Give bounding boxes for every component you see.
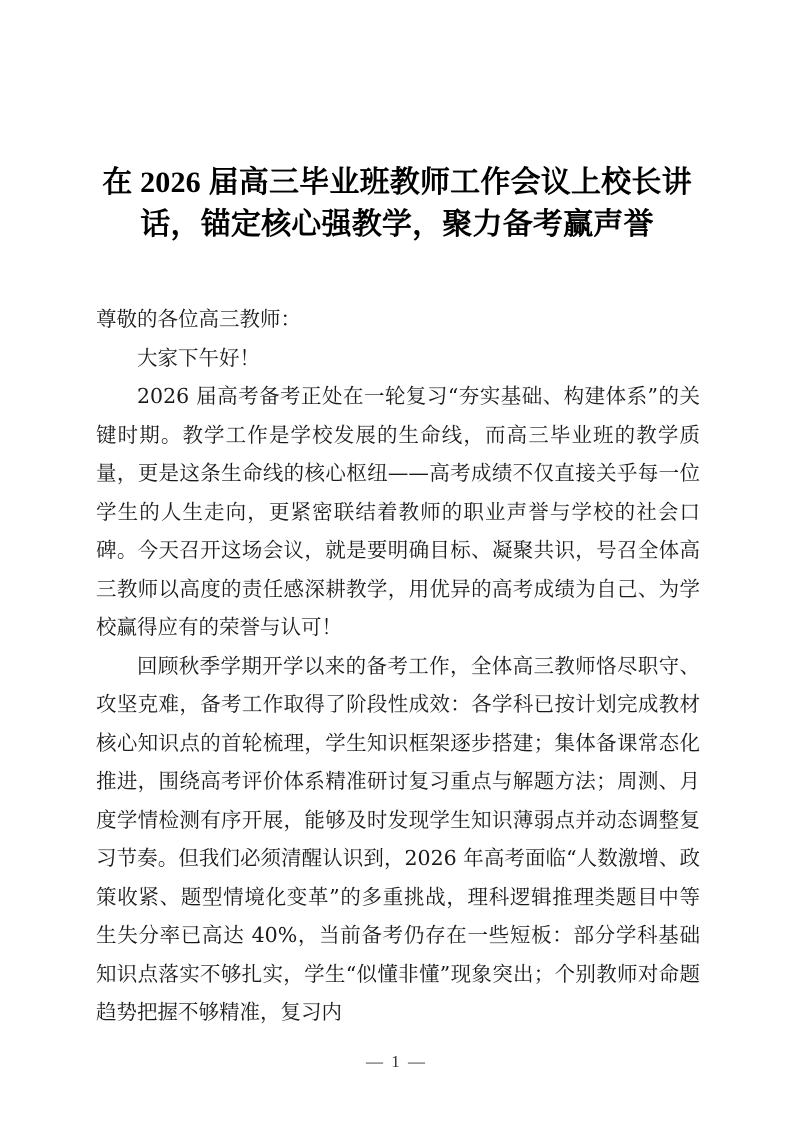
body-paragraph-1: 2026 届高考备考正处在一轮复习“夯实基础、构建体系”的关键时期。教学工作是学校发展的生命线，而高三毕业班的教学质量，更是这条生命线的核心枢纽——高考成绩不仅直接关乎每一位学生的人生走向，更紧密联结着教师的职业声誉与学校的社会口碑。今天召开这场会议，就是要明确目标、凝聚共识，号召全体高三教师以高度的责任感深耕教学，用优异的高考成绩为自己、为学校赢得应有的荣誉与认可！ — [96, 384, 700, 639]
document-body — [96, 300, 700, 1032]
salutation-line: 尊敬的各位高三教师： — [96, 307, 301, 331]
greeting-line: 大家下午好！ — [137, 345, 260, 370]
page-number-footer: — 1 — — [366, 1052, 427, 1071]
page-title: 在 2026 届高三毕业班教师工作会议上校长讲话，锚定核心强教学，聚力备考赢声誉 — [102, 166, 692, 242]
body-paragraph-2: 回顾秋季学期开学以来的备考工作，全体高三教师恪尽职守、攻坚克难，备考工作取得了阶段性成效：各学科已按计划完成教材核心知识点的首轮梳理，学生知识框架逐步搭建；集体备课常态化推进，围绕高考评价体系精准研讨复习重点与解题方法；周测、月度学情检测有序开展，能够及时发现学生知识薄弱点并动态调整复习节奏。但我们必须清醒认识到，2026 年高考面临“人数激增、政策收紧、题型情境化变革”的多重挑战，理科逻辑推理类题目中等生失分率已高达 40%，当前备考仍存在一些短板：部分学科基础知识点落实不够扎实，学生“似懂非懂”现象突出；个别教师对命题趋势把握不够精准，复习内 — [96, 653, 700, 1024]
